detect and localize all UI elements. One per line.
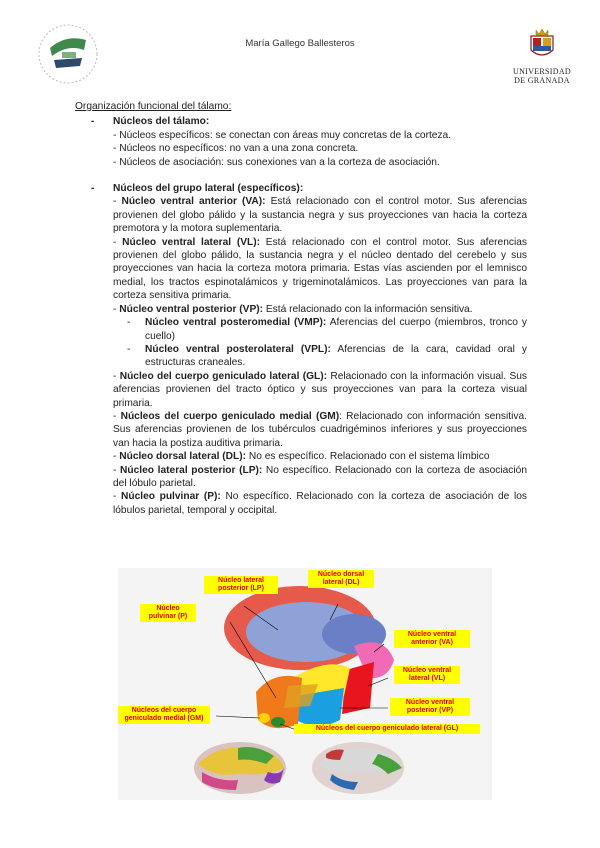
thalamus-figure	[118, 568, 492, 800]
paragraph-vmp: - Núcleo ventral posteromedial (VMP): Aferencias del cuerpo (miembros, tronco y cuello)	[75, 316, 527, 343]
university-name-line2: DE GRANADA	[514, 76, 570, 85]
line-asociacion: - Núcleos de asociación: sus conexiones van a la corteza de asociación.	[113, 156, 440, 168]
paragraph-lp: - Núcleo lateral posterior (LP): No específico. Relacionado con la corteza de asociación del lóbulo parietal.	[113, 464, 527, 489]
label-lateral-posterior: Núcleo lateral posterior (LP)	[204, 576, 278, 594]
label-ventral-posterior: Núcleo ventral posterior (VP)	[390, 698, 470, 716]
label-pulvinar: Núcleo pulvinar (P)	[140, 604, 196, 622]
line-especificos: - Núcleos específicos: se conectan con áreas muy concretas de la corteza.	[113, 129, 452, 141]
paragraph-dl: - Núcleo dorsal lateral (DL): No es específico. Relacionado con el sistema límbico	[113, 451, 490, 463]
paragraph-gl: - Núcleo del cuerpo geniculado lateral (GL): Relacionado con la información visual. Sus aferencias provienen del tracto óptico y sus proyecciones van para la corteza visual primaria.	[113, 370, 527, 409]
brain-lateral-view-icon	[194, 742, 286, 794]
term-p: Núcleo pulvinar (P):	[121, 491, 221, 503]
heading-talamo: - Núcleos del tálamo:	[75, 115, 527, 128]
line-no-especificos: - Núcleos no específicos: no van a una zona concreta.	[113, 143, 359, 155]
document-body	[75, 100, 527, 517]
university-name-line1: UNIVERSIDAD	[513, 67, 571, 76]
term-vmp: Núcleo ventral posteromedial (VMP):	[145, 317, 327, 329]
label-geniculado-medial: Núcleos del cuerpo geniculado medial (GM)	[118, 706, 210, 724]
term-lp: Núcleo lateral posterior (LP):	[120, 464, 263, 476]
term-vpl: Núcleo ventral posterolateral (VPL):	[145, 343, 331, 355]
section-title: Organización funcional del tálamo:	[75, 101, 232, 112]
author-name: María Gallego Ballesteros	[245, 38, 355, 49]
brain-medial-view-icon	[312, 742, 404, 794]
university-logo	[512, 26, 572, 85]
label-geniculado-lateral: Núcleos del cuerpo geniculado lateral (GL)	[294, 724, 480, 734]
faculty-logo	[36, 22, 100, 86]
paragraph-vp: - Núcleo ventral posterior (VP): Está relacionado con la información sensitiva.	[113, 303, 473, 315]
term-va: Núcleo ventral anterior (VA):	[121, 196, 266, 208]
label-ventral-lateral: Núcleo ventral lateral (VL)	[394, 666, 460, 684]
paragraph-p: - Núcleo pulvinar (P): No específico. Relacionado con la corteza de asociación de los lóbulos parietal, temporal y occipital.	[113, 491, 527, 516]
term-vl: Núcleo ventral lateral (VL):	[122, 236, 261, 248]
term-dl: Núcleo dorsal lateral (DL):	[119, 451, 247, 463]
coat-of-arms-icon	[527, 26, 557, 62]
label-dorsal-lateral: Núcleo dorsal lateral (DL)	[308, 570, 374, 588]
paragraph-gm: - Núcleos del cuerpo geniculado medial (GM): Relacionado con información sensitiva. Sus aferencias provienen de los tubérculos cuadrigéminos inferiores y sus proyecciones van hacia la postiza auditiva primaria.	[113, 410, 527, 449]
thalamus-illustration	[118, 568, 492, 800]
heading-lateral: - Núcleos del grupo lateral (específicos):	[75, 182, 527, 195]
paragraph-va: - Núcleo ventral anterior (VA): Está relacionado con el control motor. Sus aferencias provienen del globo pálido y la sustancia negra y sus proyecciones van hacia la corteza premotora y la motora suplementaria.	[113, 196, 527, 235]
term-gm: Núcleos del cuerpo geniculado medial (GM)	[120, 410, 340, 422]
paragraph-vpl: - Núcleo ventral posterolateral (VPL): Aferencias de la cara, cavidad oral y estructuras craneales.	[75, 343, 527, 370]
label-ventral-anterior: Núcleo ventral anterior (VA)	[394, 630, 470, 648]
term-gl: Núcleo del cuerpo geniculado lateral (GL):	[119, 370, 328, 382]
term-vp: Núcleo ventral posterior (VP):	[119, 303, 264, 315]
paragraph-vl: - Núcleo ventral lateral (VL): Está relacionado con el control motor. Sus aferencias provienen del globo pálido, la sustancia negra y el núcleo dentado del cerebelo y sus proyecciones van hacia la corteza motora primaria. Estas vías ascienden por el lemnisco medial, los tractos espinotalámicos y trigeminotalámicos. Las proyecciones van para la corteza sensitiva primaria.	[113, 236, 527, 302]
